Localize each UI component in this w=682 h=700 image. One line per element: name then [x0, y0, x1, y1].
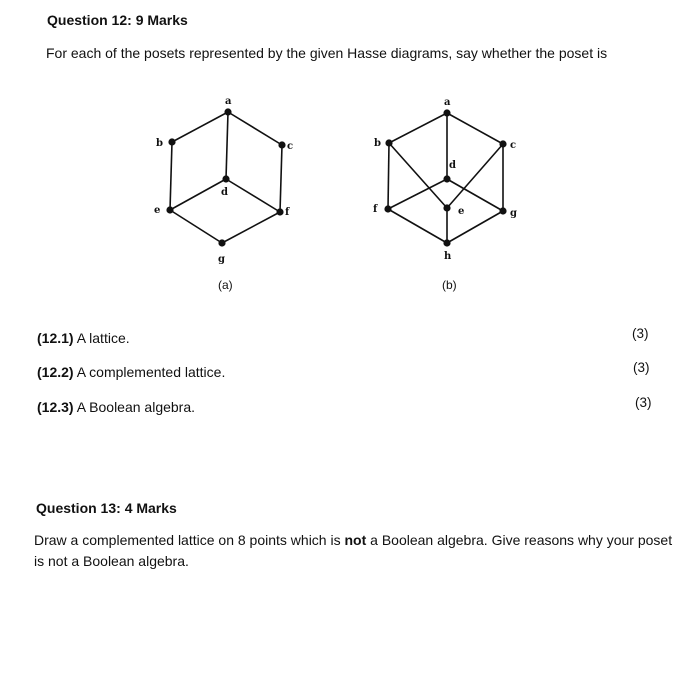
sub-question-number: (12.2) — [37, 364, 74, 380]
question-12-title — [47, 12, 188, 28]
label-e: e — [154, 205, 161, 216]
label-b: b — [374, 138, 381, 149]
question-13-title — [36, 500, 177, 516]
edge-a-b — [389, 113, 447, 143]
node-d — [222, 175, 229, 182]
edge-c-e — [447, 144, 503, 208]
node-g — [499, 207, 506, 214]
sub-question-number: (12.1) — [37, 330, 74, 346]
label-c: c — [287, 141, 294, 152]
sub-question-12-2 — [37, 364, 225, 380]
sub-question-number: (12.3) — [37, 399, 74, 415]
sub-question-12-3 — [37, 399, 195, 415]
label-c: c — [510, 140, 517, 151]
marks-12-3: (3) — [635, 395, 652, 410]
edge-e-g — [170, 210, 222, 243]
edge-a-b — [172, 112, 228, 142]
sub-question-text: A lattice. — [76, 330, 130, 346]
caption-a: (a) — [218, 278, 233, 292]
question-13-text-part1: Draw a complemented lattice on 8 points which is — [34, 532, 345, 548]
question-12-marks: 9 Marks — [135, 12, 188, 28]
edge-d-f — [226, 179, 280, 212]
question-13-text-part2: a Boolean algebra. Give reasons why your poset is not a Boolean algebra. — [34, 532, 673, 569]
edge-a-d — [226, 112, 228, 179]
caption-b: (b) — [442, 278, 457, 292]
label-g: g — [218, 254, 225, 265]
edge-f-g — [222, 212, 280, 243]
node-f — [384, 205, 391, 212]
edge-c-f — [280, 145, 282, 212]
question-13-marks: 4 Marks — [124, 500, 177, 516]
edge-b-f — [388, 143, 389, 209]
node-f — [276, 208, 283, 215]
node-e — [166, 206, 173, 213]
question-13-number: Question 13: — [36, 500, 121, 516]
label-f: f — [373, 204, 378, 215]
label-h: h — [444, 251, 452, 262]
label-d: d — [221, 187, 228, 198]
marks-12-2: (3) — [633, 360, 650, 375]
node-c — [499, 140, 506, 147]
edge-a-c — [228, 112, 282, 145]
label-f: f — [285, 207, 290, 218]
edge-g-h — [447, 211, 503, 243]
question-13-prompt — [34, 530, 674, 572]
question-12-prompt: For each of the posets represented by the given Hasse diagrams, say whether the poset is — [46, 45, 608, 61]
node-e — [443, 204, 450, 211]
edge-f-h — [388, 209, 447, 243]
question-13-text-bold: not — [344, 532, 367, 548]
node-d — [443, 175, 450, 182]
edge-a-c — [447, 113, 503, 144]
node-h — [443, 239, 450, 246]
edge-b-e — [389, 143, 447, 208]
sub-question-12-1 — [37, 330, 130, 346]
node-b — [168, 138, 175, 145]
hasse-diagram-a — [140, 90, 310, 270]
hasse-diagram-b — [360, 90, 540, 270]
label-b: b — [156, 138, 163, 149]
label-a: a — [444, 97, 451, 108]
edge-d-g — [447, 179, 503, 211]
label-g: g — [510, 208, 517, 219]
node-a — [443, 109, 450, 116]
sub-question-text: A complemented lattice. — [76, 364, 226, 380]
question-12-number: Question 12: — [47, 12, 132, 28]
node-b — [385, 139, 392, 146]
edge-b-e — [170, 142, 172, 210]
sub-question-text: A Boolean algebra. — [76, 399, 196, 415]
label-a: a — [225, 96, 232, 107]
marks-12-1: (3) — [632, 326, 649, 341]
node-a — [224, 108, 231, 115]
edge-d-e — [170, 179, 226, 210]
node-c — [278, 141, 285, 148]
edge-d-f — [388, 179, 447, 209]
label-d: d — [449, 160, 456, 171]
node-g — [218, 239, 225, 246]
label-e: e — [458, 206, 465, 217]
